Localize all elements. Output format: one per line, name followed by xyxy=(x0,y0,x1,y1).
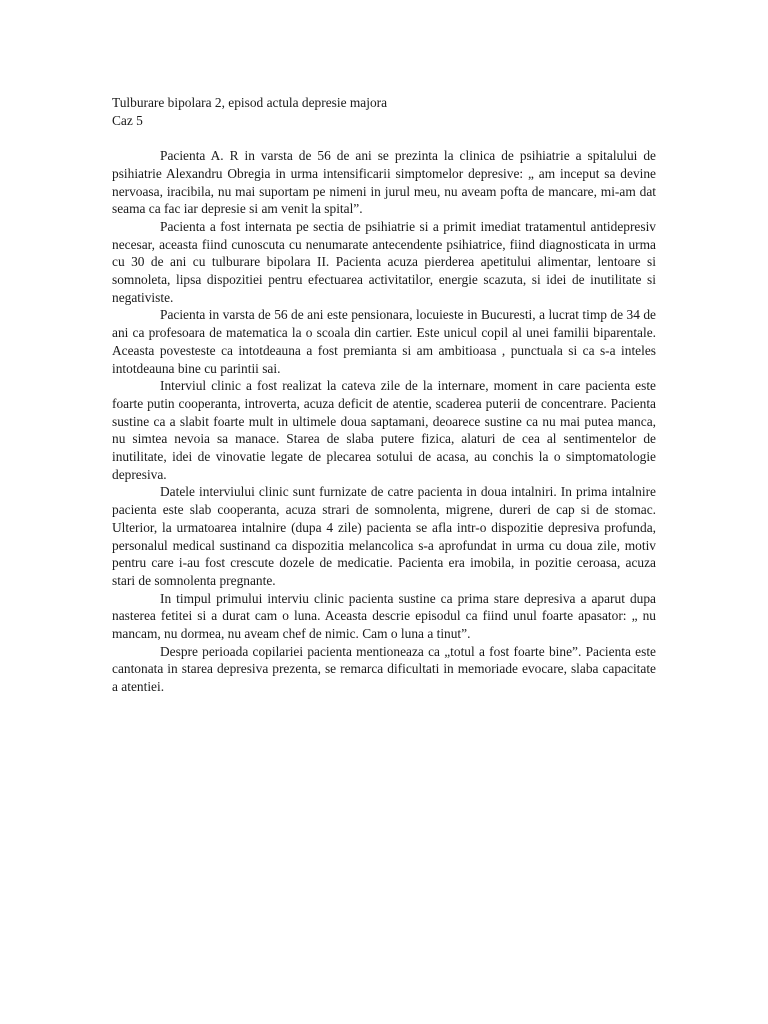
paragraph-first-episode: In timpul primului interviu clinic pacienta sustine ca prima stare depresiva a aparut dupa nasterea fetitei si a durat cam o luna. Aceasta descrie episodul ca fiind unul foarte apasator: „ nu mancam, nu dormea, nu aveam chef de nimic. Cam o luna a tinut”. xyxy=(112,590,656,642)
paragraph-interview-data: Datele interviului clinic sunt furnizate de catre pacienta in doua intalniri. In prima intalnire pacienta este slab cooperanta, acuza strari de somnolenta, migrene, dureri de cap si de stomac. Ulterior, la urmatoarea intalnire (dupa 4 zile) pacienta se afla intr-o dispozitie depresiva profunda, personalul medical sustinand ca dispozitia melancolica s-a aprofundat in urma cu doua zile, motiv pentru care i-au fost crescute dozele de medicatie. Pacienta era imobila, in pozitie ceroasa, acuza stari de somnolenta pregnante. xyxy=(112,484,656,588)
paragraph-admission: Pacienta a fost internata pe sectia de psihiatrie si a primit imediat tratamentul antidepresiv necesar, aceasta fiind cunoscuta cu nenumarate antecendente psihiatrice, fiind diagnosticata in urma cu 30 de ani cu tulburare bipolara II. Pacienta acuza pierderea apetitului alimentar, lentoare si somnoleta, lipsa dispozitiei pentru efectuarea activitatilor, energie scazuta, si idei de inutilitate si negativiste. xyxy=(112,218,656,305)
case-label: Caz 5 xyxy=(112,112,143,128)
blank-line xyxy=(112,129,656,147)
document-body xyxy=(112,94,656,696)
paragraph-presentation: Pacienta A. R in varsta de 56 de ani se prezinta la clinica de psihiatrie a spitalului de psihiatrie Alexandru Obregia in urma intensificarii simptomelor depresive: „ am inceput sa devine nervoasa, iracibila, nu mai suportam pe nimeni in jurul meu, nu aveam pofta de mancare, mi-am dat seama ca fac iar depresie si am venit la spital”. xyxy=(112,148,656,217)
paragraph-childhood: Despre perioada copilariei pacienta mentioneaza ca „totul a fost foarte bine”. Pacienta este cantonata in starea depresiva prezenta, se remarca dificultati in memoriade evocare, slaba capacitate a atentiei. xyxy=(112,643,656,695)
document-title: Tulburare bipolara 2, episod actula depresie majora xyxy=(112,95,388,110)
paragraph-clinical-interview: Interviul clinic a fost realizat la cateva zile de la internare, moment in care pacienta este foarte putin cooperanta, introverta, acuza deficit de atentie, scaderea puterii de concentrare. Pacienta sustine ca a slabit foarte mult in ultimele doua saptamani, deoarece sustine ca nu mai putea manca, nu simtea nevoia sa manace. Starea de slaba putere fizica, alaturi de cea al sentimentelor de inutilitate, idei de vinovatie legate de plecarea sotului de acasa, au conchis la o simptomatologie depresiva. xyxy=(112,378,656,482)
paragraph-background: Pacienta in varsta de 56 de ani este pensionara, locuieste in Bucuresti, a lucrat timp de 34 de ani ca profesoara de matematica la o scoala din cartier. Este unicul copil al unei familii biparentale. Aceasta povesteste ca intotdeauna a fost premianta si am ambitioasa , punctuala si ca s-a inteles intotdeauna bine cu parintii sai. xyxy=(112,307,656,376)
